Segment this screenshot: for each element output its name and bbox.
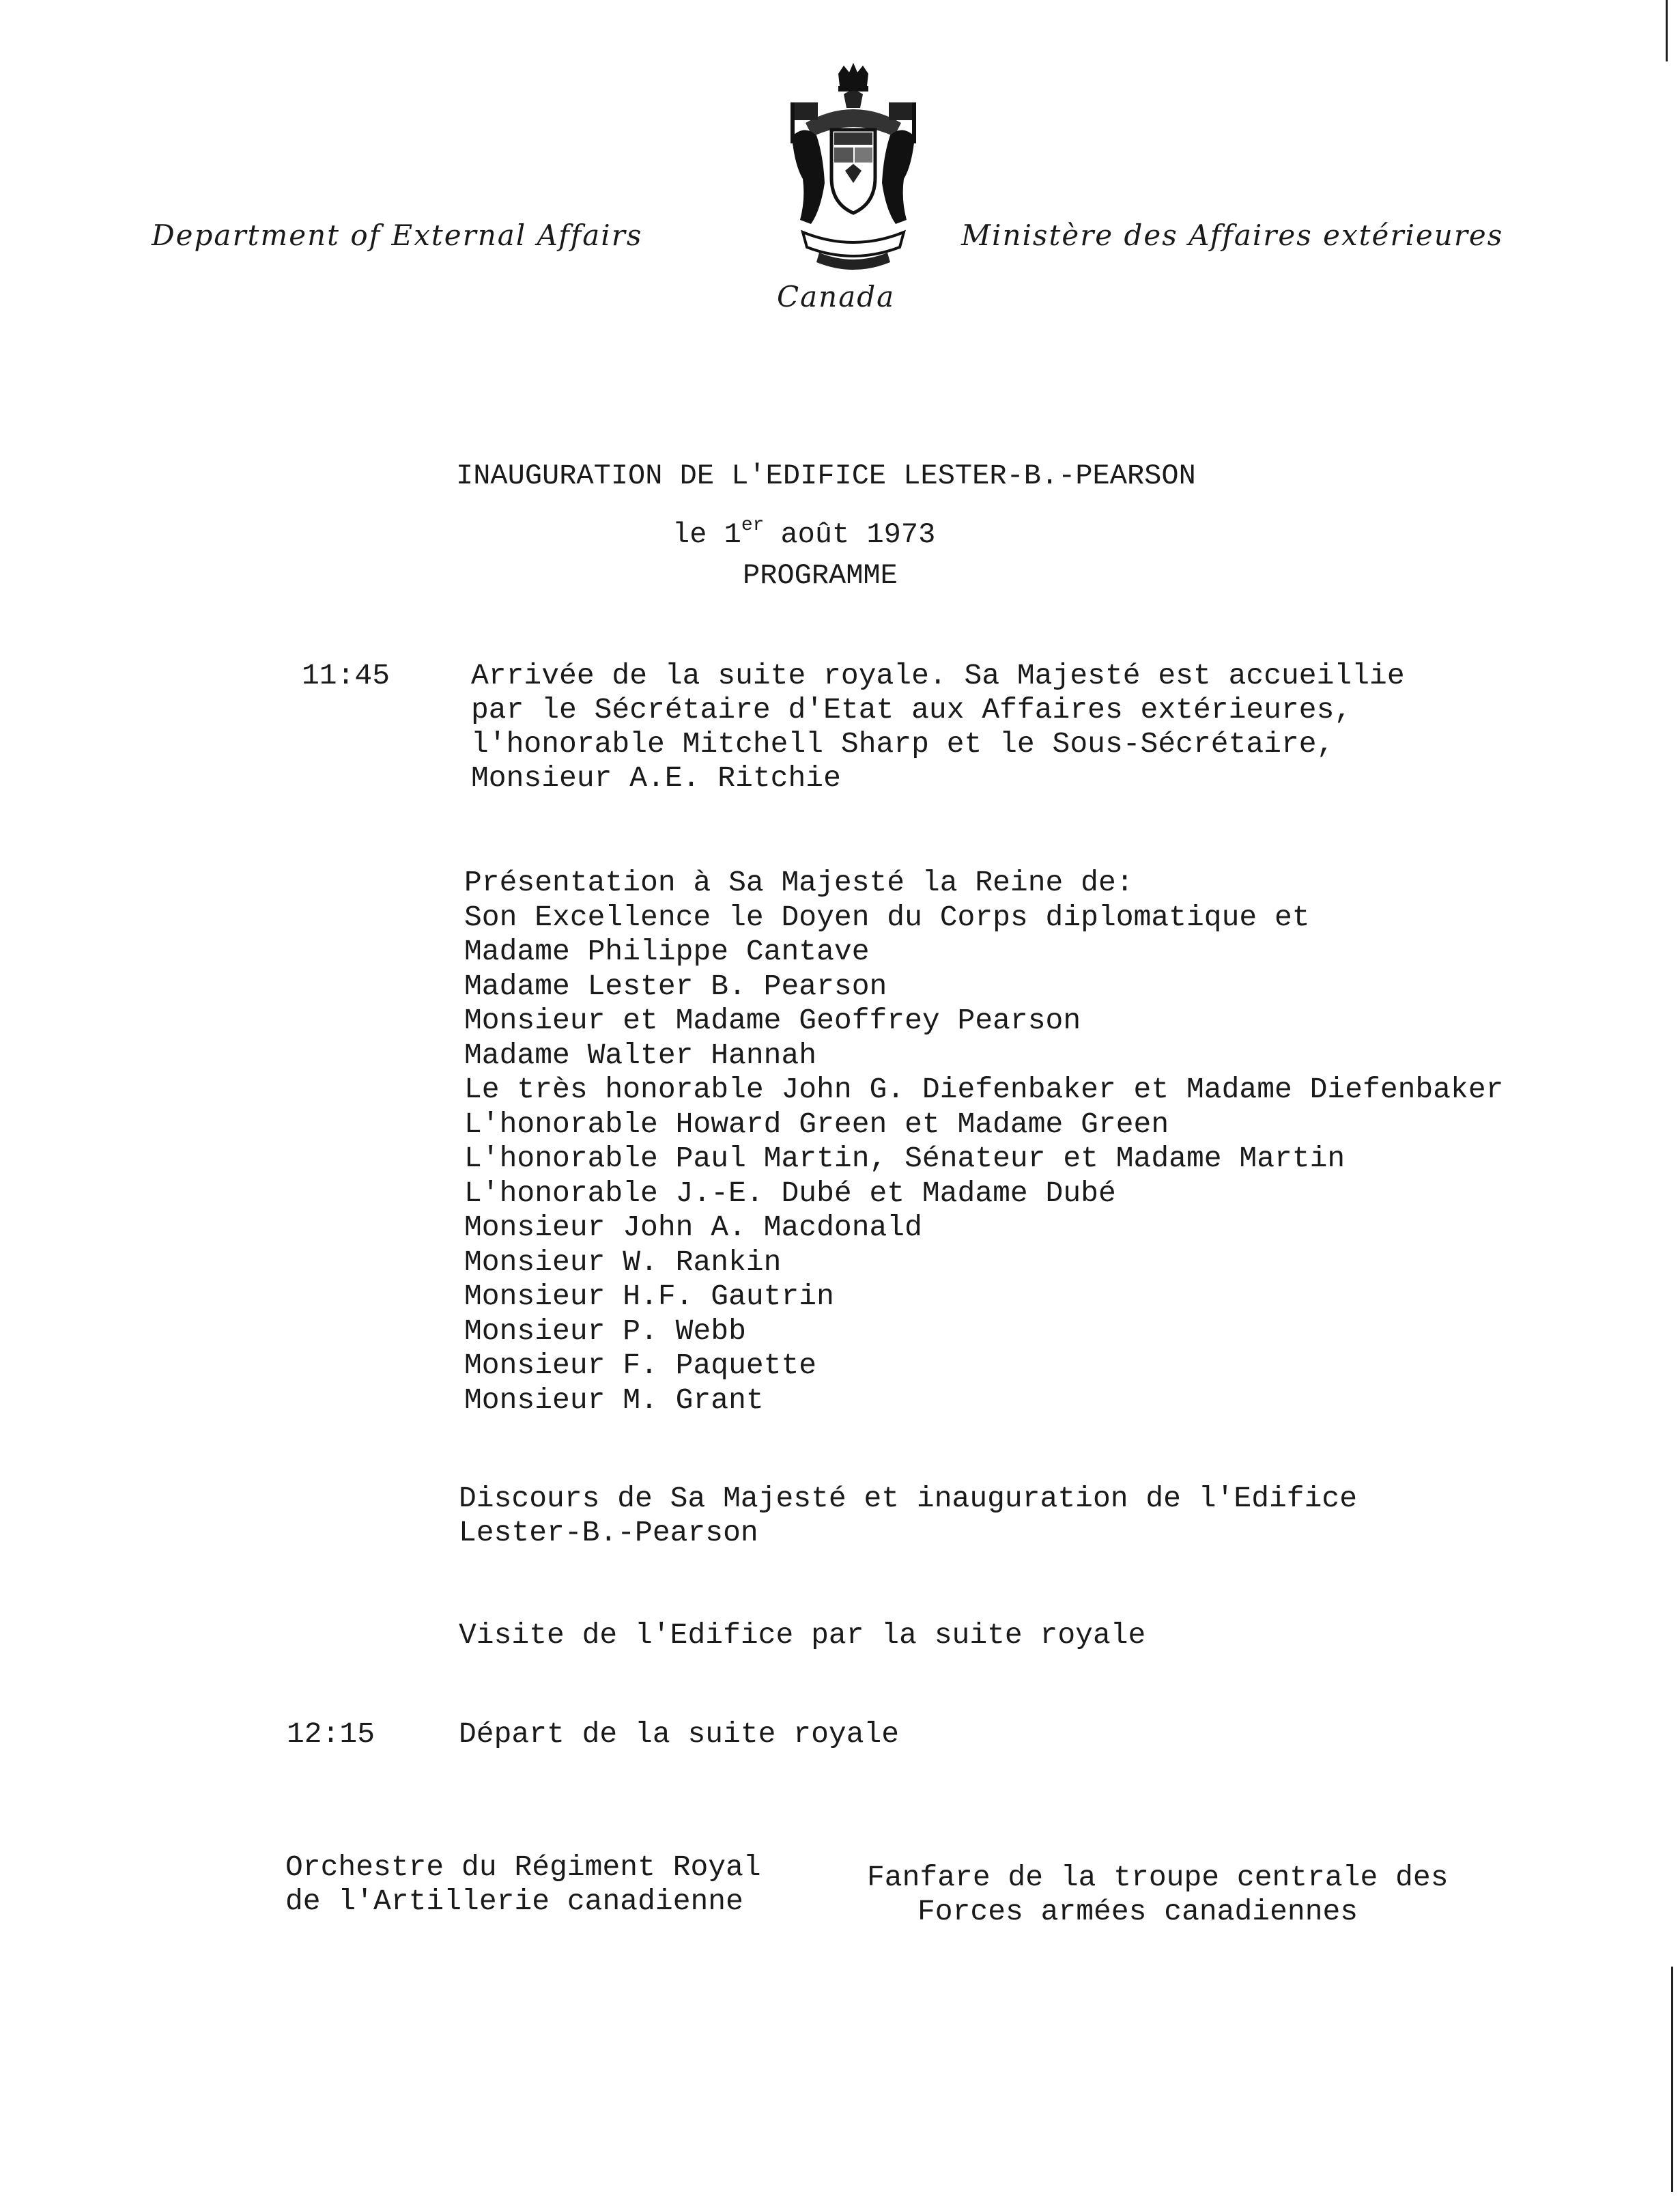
presentation-item: Monsieur P. Webb [464, 1314, 746, 1348]
programme-heading: PROGRAMME [743, 559, 898, 592]
presentation-item: Monsieur H.F. Gautrin [464, 1280, 834, 1313]
coat-of-arms-icon [778, 61, 928, 280]
document-title: INAUGURATION DE L'EDIFICE LESTER-B.-PEARSON [456, 460, 1196, 492]
presentation-item: Le très honorable John G. Diefenbaker et Madame Diefenbaker [464, 1073, 1504, 1106]
presentation-heading: Présentation à Sa Majesté la Reine de: [464, 866, 1134, 899]
presentation-item: L'honorable J.-E. Dubé et Madame Dubé [464, 1176, 1116, 1210]
arrival-time: 11:45 [302, 659, 390, 692]
scan-edge-mark [1671, 1967, 1673, 2192]
presentation-item: L'honorable Howard Green et Madame Green [464, 1107, 1169, 1141]
arrival-line: l'honorable Mitchell Sharp et le Sous-Sécrétaire, [471, 727, 1335, 761]
music-right [867, 1861, 1449, 1929]
arrival-line: Monsieur A.E. Ritchie [471, 761, 841, 795]
presentation-item: Madame Walter Hannah [464, 1038, 817, 1072]
departure-line: Départ de la suite royale [459, 1717, 900, 1751]
music-left-line: de l'Artillerie canadienne [285, 1885, 743, 1918]
visit-line: Visite de l'Edifice par la suite royale [459, 1618, 1146, 1652]
department-name-english: Department of External Affairs [152, 219, 643, 252]
scan-edge-mark [1666, 0, 1668, 61]
presentation-item: Madame Lester B. Pearson [464, 969, 887, 1003]
presentation-item: Monsieur M. Grant [464, 1383, 764, 1417]
date-prefix: le 1 [672, 518, 741, 551]
music-right-line: Forces armées canadiennes [917, 1895, 1358, 1928]
presentation-item: L'honorable Paul Martin, Sénateur et Madame Martin [464, 1142, 1346, 1175]
speech-block [459, 1482, 1357, 1550]
departure-time: 12:15 [287, 1717, 375, 1751]
presentation-item: Monsieur F. Paquette [464, 1349, 817, 1382]
date-superscript: er [741, 515, 765, 536]
presentation-item: Madame Philippe Cantave [464, 935, 870, 968]
arrival-line: par le Sécrétaire d'Etat aux Affaires extérieures, [471, 693, 1352, 727]
country-name: Canada [777, 280, 896, 313]
speech-line: Discours de Sa Majesté et inauguration de l'Edifice [459, 1482, 1358, 1515]
presentation-item: Son Excellence le Doyen du Corps diplomatique et [464, 900, 1310, 934]
presentation-item: Monsieur John A. Macdonald [464, 1211, 922, 1244]
music-left-line: Orchestre du Régiment Royal [285, 1851, 761, 1884]
arrival-line: Arrivée de la suite royale. Sa Majesté est accueillie [471, 659, 1405, 692]
date-suffix: août 1973 [780, 518, 936, 551]
music-left [285, 1851, 761, 1919]
department-name-french: Ministère des Affaires extérieures [961, 219, 1504, 252]
speech-line: Lester-B.-Pearson [459, 1516, 758, 1549]
presentation-item: Monsieur W. Rankin [464, 1245, 782, 1279]
document-date [672, 509, 935, 552]
music-right-line: Fanfare de la troupe centrale des [867, 1861, 1449, 1894]
arrival-block [471, 659, 1405, 796]
presentation-list [464, 866, 1503, 1418]
presentation-item: Monsieur et Madame Geoffrey Pearson [464, 1004, 1081, 1037]
